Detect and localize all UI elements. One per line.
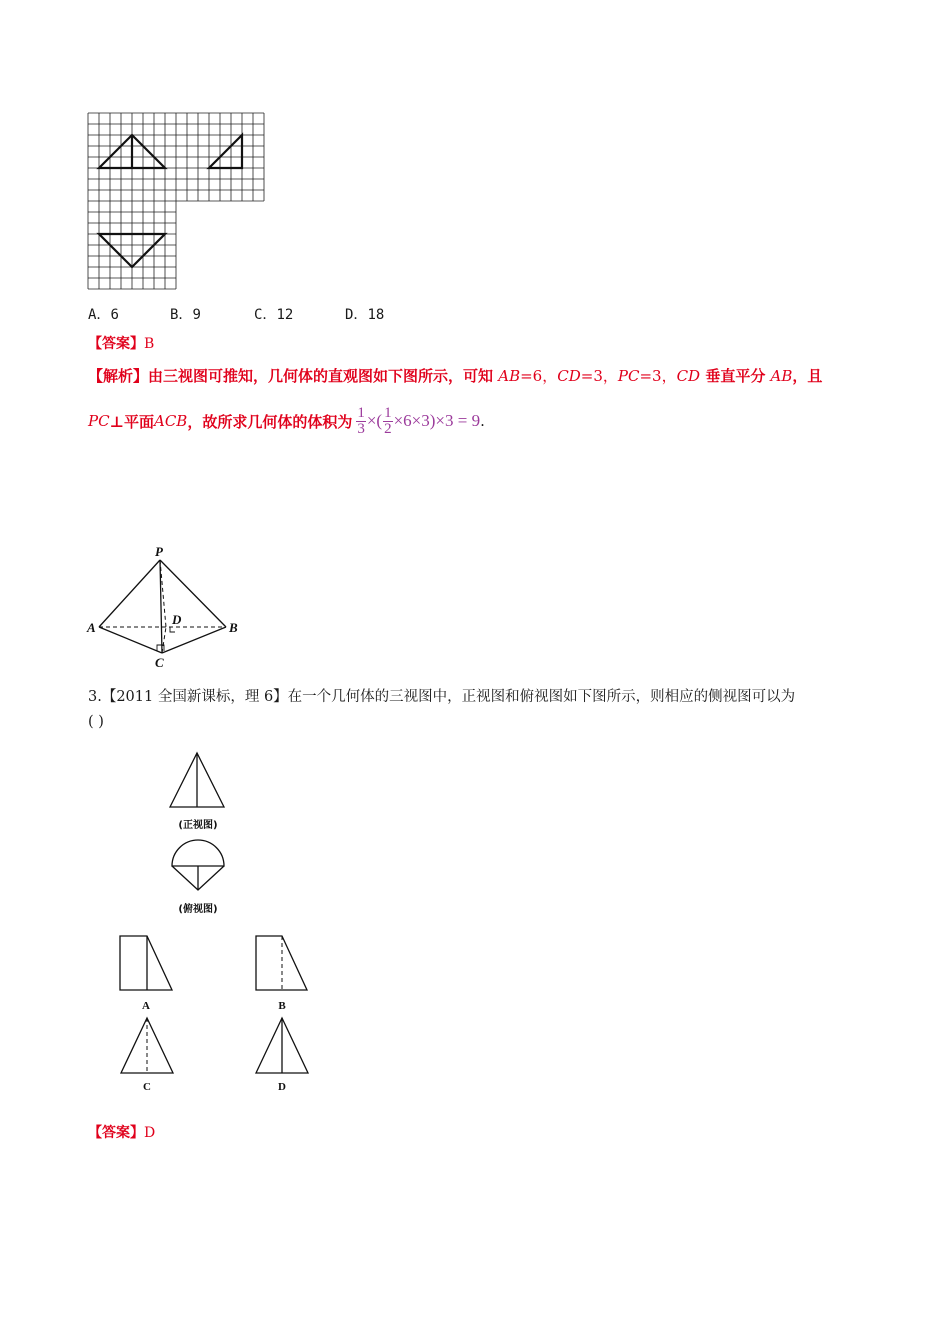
q3-answer-tag: 【答案】 [88, 1125, 144, 1141]
label-a: A [87, 620, 96, 635]
q3-answer [88, 1122, 155, 1142]
label-c: C [155, 655, 164, 670]
option-label-a: A [142, 1000, 150, 1012]
volume-formula: $\frac{1}{3}$ ×( $\frac{1}{2}$ ×6×3)×3 = 9 [357, 404, 481, 437]
answer-value: B [144, 336, 155, 352]
analysis-tag: 【解析】 [88, 367, 149, 385]
q3-prompt-line2: ( ) [88, 714, 104, 730]
option-label-b: B [278, 1000, 286, 1012]
q2-option-a[interactable]: A．6 [88, 307, 119, 323]
q2-option-b[interactable]: B．9 [170, 307, 201, 323]
top-view-caption: (俯视图) [178, 904, 218, 915]
front-view-caption: (正视图) [178, 820, 218, 831]
q3-answer-value: D [144, 1125, 156, 1141]
label-d: D [172, 612, 182, 627]
q3-top-view-semicircle [172, 840, 224, 866]
q3-prompt-line1: 3.【2011 全国新课标，理 6】在一个几何体的三视图中，正视图和俯视图如下图所示，则相应的侧视图可以为 [88, 689, 796, 705]
option-a-shape [120, 936, 172, 990]
q2-analysis-line1: 【解析】由三视图可推知，几何体的直观图如下图所示，可知 AB=6，CD=3，PC=3，CD 垂直平分 AB，且 [88, 367, 823, 385]
label-b: B [229, 620, 238, 635]
option-label-d: D [278, 1081, 286, 1093]
option-label-c: C [143, 1081, 151, 1093]
label-p: P [155, 544, 163, 559]
q2-option-d[interactable]: D．18 [345, 307, 385, 323]
q2-analysis-line2: PC ⊥平面 ACB ，故所求几何体的体积为 $\frac{1}{3}$ ×( $\frac{1}{2}$ ×6×3)×3 = 9 . [88, 404, 485, 437]
answer-tag: 【答案】 [88, 336, 144, 352]
q2-option-c[interactable]: C．12 [254, 307, 294, 323]
